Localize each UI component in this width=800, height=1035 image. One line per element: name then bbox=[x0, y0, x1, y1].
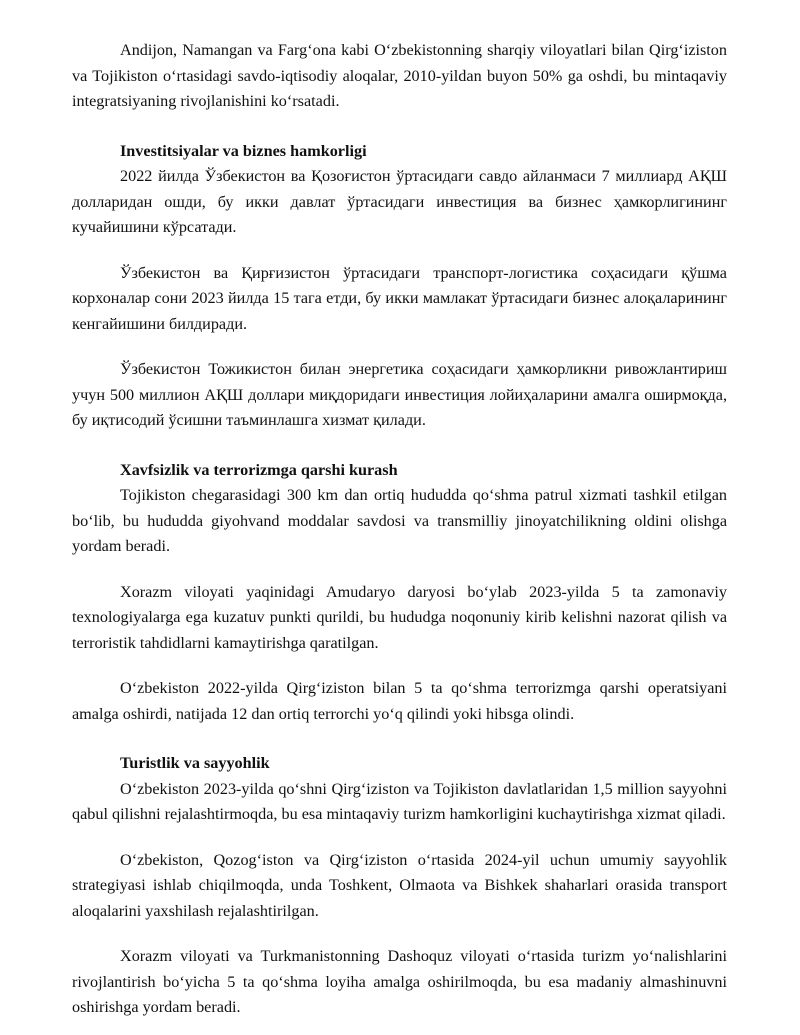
section-heading: Xavfsizlik va terrorizmga qarshi kurash bbox=[120, 460, 398, 479]
section-paragraph: Tojikiston chegarasidagi 300 km dan ortiq hududda qo‘shma patrul xizmati tashkil etilgan bo‘lib, bu hududda giyohvand moddalar savdosi va transmilliy jinoyatchilikning oldini olishga yordam beradi. bbox=[72, 486, 727, 555]
spacer bbox=[72, 241, 727, 261]
section-paragraph: 2022 йилда Ўзбекистон ва Қозоғистон ўртасидаги савдо айланмаси 7 миллиард АҚШ долларидан ошди, бу икки давлат ўртасидаги инвестиция ва бизнес ҳамкорлигининг кучайишини кўрсатади. bbox=[72, 167, 727, 236]
section-heading: Investitsiyalar va biznes hamkorligi bbox=[120, 141, 367, 160]
section-paragraph: Ўзбекистон Тожикистон билан энергетика соҳасидаги ҳамкорликни ривожлантириш учун 500 миллион АҚШ доллари миқдоридаги инвестиция лойиҳаларини амалга оширмоқда, бу иқтисодий ўсишни таъминлашга хизмат қилади. bbox=[72, 360, 727, 429]
section-paragraph: O‘zbekiston 2022-yilda Qirg‘iziston bilan 5 ta qo‘shma terrorizmga qarshi operatsiyani amalga oshirdi, natijada 12 dan ortiq terrorchi yo‘q qilindi yoki hibsga olindi. bbox=[72, 679, 727, 723]
spacer bbox=[72, 828, 727, 848]
intro-paragraph: Andijon, Namangan va Farg‘ona kabi O‘zbekistonning sharqiy viloyatlari bilan Qirg‘iziston va Tojikiston o‘rtasidagi savdo-iqtisodiy aloqalar, 2010-yildan buyon 50% ga oshdi, bu mintaqaviy integratsiyaning rivojlanishini ko‘rsatadi. bbox=[72, 41, 727, 110]
section-security bbox=[72, 458, 727, 728]
section-tourism bbox=[72, 751, 727, 1021]
section-paragraph: O‘zbekiston 2023-yilda qo‘shni Qirg‘iziston va Tojikiston davlatlaridan 1,5 million sayyohni qabul qilishni rejalashtirmoqda, bu esa mintaqaviy turizm hamkorligini kuchaytirishga xizmat qiladi. bbox=[72, 779, 727, 823]
section-paragraph: Xorazm viloyati yaqinidagi Amudaryo daryosi bo‘ylab 2023-yilda 5 ta zamonaviy texnologiyalarga ega kuzatuv punkti qurildi, bu hududga noqonuniy kirib kelishni nazorat qilish va terroristik tahdidlarni kamaytirishga qaratilgan. bbox=[72, 582, 727, 652]
spacer bbox=[72, 115, 727, 139]
document-page bbox=[72, 38, 727, 1021]
spacer bbox=[72, 560, 727, 580]
section-paragraph: O‘zbekiston, Qozog‘iston va Qirg‘iziston o‘rtasida 2024-yil uchun umumiy sayyohlik strategiyasi ishlab chiqilmoqda, unda Toshkent, Olmaota va Bishkek shaharlari orasida transport aloqalarini yaxshilash rejalashtirilgan. bbox=[72, 850, 727, 920]
section-investments bbox=[72, 139, 727, 434]
spacer bbox=[72, 656, 727, 676]
section-paragraph: Ўзбекистон ва Қирғизистон ўртасидаги транспорт-логистика соҳасидаги қўшма корхоналар сони 2023 йилда 15 тага етди, бу икки мамлакат ўртасидаги бизнес алоқаларининг кенгайишини билдиради. bbox=[72, 263, 727, 333]
spacer bbox=[72, 434, 727, 458]
spacer bbox=[72, 337, 727, 357]
spacer bbox=[72, 727, 727, 751]
spacer bbox=[72, 924, 727, 944]
section-paragraph: Xorazm viloyati va Turkmanistonning Dashoquz viloyati o‘rtasida turizm yo‘nalishlarini rivojlantirish bo‘yicha 5 ta qo‘shma loyiha amalga oshirilmoqda, bu esa madaniy almashinuvni oshirishga yordam beradi. bbox=[72, 947, 727, 1016]
section-heading: Turistlik va sayyohlik bbox=[120, 754, 270, 772]
